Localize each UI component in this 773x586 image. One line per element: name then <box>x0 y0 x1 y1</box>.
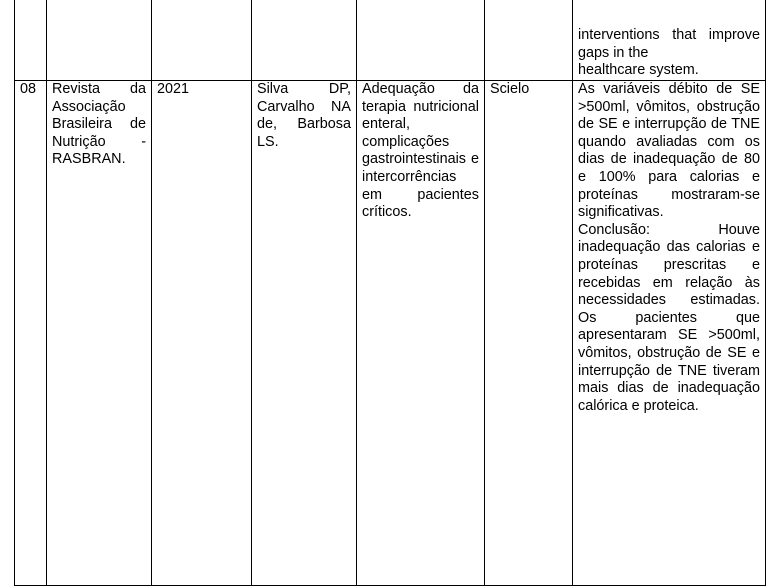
cell-year-prev <box>152 0 252 81</box>
cell-database: Scielo <box>485 81 573 586</box>
cell-number-prev <box>15 0 47 81</box>
cell-year: 2021 <box>152 81 252 586</box>
results-prev-text: interventions that improve gaps in the <box>578 27 760 61</box>
results-prev-text-end: healthcare system. <box>578 62 699 79</box>
results-text: As variáveis débito de SE >500ml, vômitos, obstrução de SE e interrupção de TNE quando avaliadas com os dias de inadequação de 80 e 100% para calorias e proteínas mostraram-se significativas. <box>578 81 760 221</box>
conclusion-label: Conclusão: <box>578 221 650 238</box>
cell-results-prev <box>573 0 766 81</box>
cell-authors: Silva DP, Carvalho NA de, Barbosa LS. <box>252 81 357 586</box>
results-table <box>14 0 766 586</box>
cell-journal-prev <box>47 0 152 81</box>
cell-title: Adequação da terapia nutricional enteral, complicações gastrointestinais e intercorrências em pacientes críticos. <box>357 81 485 586</box>
table-row-08 <box>15 81 766 586</box>
cell-authors-prev <box>252 0 357 81</box>
conclusion-text: Houve inadequação das calorias e proteínas prescritas e recebidas em relação às necessidades estimadas. Os pacientes que apresentaram SE >500ml, vômitos, obstrução de SE e interrupção de TNE tiveram mais dias de inadequação calórica e proteica. <box>578 221 760 414</box>
table-row-previous <box>15 0 766 81</box>
cell-journal: Revista da Associação Brasileira de Nutrição - RASBRAN. <box>47 81 152 586</box>
cell-database-prev <box>485 0 573 81</box>
cell-title-prev <box>357 0 485 81</box>
cell-number: 08 <box>15 81 47 586</box>
cell-results <box>573 81 766 586</box>
